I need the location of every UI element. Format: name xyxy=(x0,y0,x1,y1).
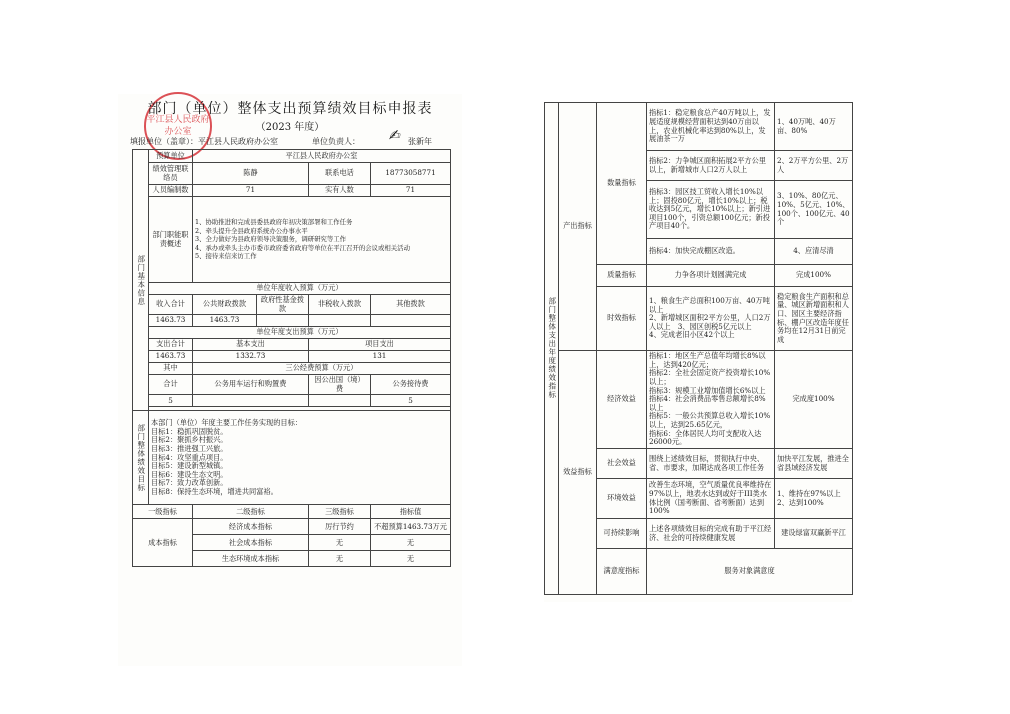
quality-text: 力争各项计划圆满完成 xyxy=(647,265,775,287)
duties-label: 部门职能职责概述 xyxy=(149,197,193,283)
revenue-total: 1463.73 xyxy=(149,315,193,327)
cost-header-level1: 一级指标 xyxy=(133,505,193,519)
revenue-title: 单位年度收入预算（万元） xyxy=(149,283,451,295)
unit-label: 预算单位 xyxy=(149,150,193,163)
responsible-name: 张新年 xyxy=(408,137,432,146)
three-public-reception: 5 xyxy=(371,395,451,407)
cost-row-l2: 生态环境成本指标 xyxy=(193,551,309,567)
form-title: 部门（单位）整体支出预算绩效目标申报表 xyxy=(147,101,433,117)
side-section-label: 部门整体支出年度绩效指标 xyxy=(545,103,559,595)
quantity-row-text: 指标1：稳定粮食总产40万吨以上，发展适度规模经营面积达到40万亩以上，农业机械化率达到80%以上，发展油茶一万 xyxy=(647,103,775,151)
cost-row-value: 无 xyxy=(371,551,451,567)
expense-project: 131 xyxy=(309,351,451,363)
cost-row-value: 不超预算1463.73万元 xyxy=(371,519,451,535)
phone-label: 联系电话 xyxy=(309,163,371,185)
staff-quota-value: 71 xyxy=(193,185,309,197)
cost-row-l3: 厉行节约 xyxy=(309,519,371,535)
satisfaction-l2: 服务对象满意度 xyxy=(647,549,853,595)
cost-header-level2: 二级指标 xyxy=(193,505,309,519)
three-public-total: 5 xyxy=(149,395,193,407)
benefit-indicator-label: 效益指标 xyxy=(559,351,597,595)
cost-row-value: 无 xyxy=(371,535,451,551)
form-year: （2023 年度） xyxy=(255,122,325,133)
responsible-label: 单位负责人： xyxy=(312,137,360,146)
cost-header-value: 指标值 xyxy=(371,505,451,519)
expense-header-project: 项目支出 xyxy=(309,339,451,351)
revenue-other xyxy=(371,315,451,327)
goals-section-label: 部门整体绩效目标 xyxy=(133,411,149,505)
expense-header-basic: 基本支出 xyxy=(193,339,309,351)
quantity-row-value: 1、40万吨、40万亩、80% xyxy=(775,103,853,151)
expense-basic: 1332.73 xyxy=(193,351,309,363)
staff-quota-label: 人员编制数 xyxy=(149,185,193,197)
quantity-row-value: 3、10%、80亿元、10%、5亿元、10%、100个、100亿元、40个 xyxy=(775,181,853,239)
env-text: 改善生态环境，空气质量优良率维持在97%以上，地表水达到或好于III类水体比例（国考断面、省考断面）达到100% xyxy=(647,479,775,519)
cost-row-l3: 无 xyxy=(309,535,371,551)
output-indicator-label: 产出指标 xyxy=(559,103,597,351)
satisfaction-label: 满意度指标 xyxy=(597,549,647,595)
three-public-abroad xyxy=(309,395,371,407)
quantity-row-text: 指标2：力争城区面积拓展2平方公里以上，新增城市人口2万人以上 xyxy=(647,151,775,181)
env-value: 1、维持在97%以上 2、达到100% xyxy=(775,479,853,519)
time-indicator-label: 时效指标 xyxy=(597,287,647,351)
three-public-header-total: 合计 xyxy=(149,375,193,395)
performance-indicator-table xyxy=(544,102,853,595)
env-benefit-label: 环境效益 xyxy=(597,479,647,519)
econ-value: 完成度100% xyxy=(775,351,853,449)
cost-row-l2: 社会成本指标 xyxy=(193,535,309,551)
sustain-text: 上述各项绩效目标的完成有助于平江经济、社会的可持续健康发展 xyxy=(647,519,775,549)
three-public-title: 三公经费预算（万元） xyxy=(193,363,451,375)
fill-unit-label: 填报单位（盖章）：平江县人民政府办公室 xyxy=(130,137,278,146)
quantity-row-text: 指标3：园区技工贸收入增长10%以上；固投80亿元，增长10%以上；税收达到5亿元，增长10%以上；新引进项目100个，引资总额100亿元；新投产项目40个。 xyxy=(647,181,775,239)
official-seal: 平江县人民政府办公室 xyxy=(144,92,212,160)
three-public-prefix: 其中 xyxy=(149,363,193,375)
three-public-header-reception: 公务接待费 xyxy=(371,375,451,395)
sustain-value: 建设绿富双赢新平江 xyxy=(775,519,853,549)
quantity-row-value: 4、应清尽清 xyxy=(775,239,853,265)
duties-text: 1、协助推进和完成县委县政府年初决策部署和工作任务 2、牵头提升全县政府系统办公办事水平 3、全力做好为县政府领导决策服务，调研研究等工作 4、承办或牵头主办市委市政府委省政府等单位在平江召开的会议或相关活动 5、接待来信来访工作 xyxy=(193,197,451,283)
budget-form-table xyxy=(132,149,451,567)
right-page xyxy=(544,102,852,602)
expense-title: 单位年度支出预算（万元） xyxy=(149,327,451,339)
three-public-car xyxy=(193,395,309,407)
econ-text: 指标1：地区生产总值年均增长8%以上，达到420亿元； 指标2：全社会固定资产投资增长10%以上； 指标3：规模工业增加值增长6%以上 指标4：社会消费品零售总额增长8%以上 指标5：一般公共预算总收入增长10%以上，达到25.65亿元， 指标6：全体居民人均可支配收入达26000元。 xyxy=(647,351,775,449)
three-public-header-abroad: 因公出国（境）费 xyxy=(309,375,371,395)
expense-header-total: 支出合计 xyxy=(149,339,193,351)
time-text: 1、粮食生产总面积100万亩、40万吨以上 2、新增城区面积2平方公里，人口2万人以上 3、园区创税5亿元以上 4、完成老旧小区42个以上 xyxy=(647,287,775,351)
sustain-label: 可持续影响 xyxy=(597,519,647,549)
revenue-header-nontax: 非税收入拨款 xyxy=(309,295,371,315)
revenue-header-fund: 政府性基金拨款 xyxy=(257,295,309,315)
econ-benefit-label: 经济效益 xyxy=(597,351,647,449)
three-public-header-car: 公务用车运行和购置费 xyxy=(193,375,309,395)
expense-total: 1463.73 xyxy=(149,351,193,363)
phone-value: 18773058771 xyxy=(371,163,451,185)
social-benefit-label: 社会效益 xyxy=(597,449,647,479)
left-page xyxy=(118,94,462,666)
social-text: 围绕上述绩效目标，贯彻执行中央、省、市要求，加期达成各项工作任务 xyxy=(647,449,775,479)
quality-value: 完成100% xyxy=(775,265,853,287)
social-value: 加快平江发展，推进全省县域经济发展 xyxy=(775,449,853,479)
basic-info-section-label: 部门基本信息 xyxy=(133,150,149,411)
cost-row-l3: 无 xyxy=(309,551,371,567)
revenue-public: 1463.73 xyxy=(193,315,257,327)
revenue-header-other: 其他拨款 xyxy=(371,295,451,315)
revenue-fund xyxy=(257,315,309,327)
contact-value: 陈静 xyxy=(193,163,309,185)
staff-actual-value: 71 xyxy=(371,185,451,197)
cost-header-level3: 三级指标 xyxy=(309,505,371,519)
handwritten-signature: ✍︎ xyxy=(387,127,401,145)
quantity-indicator-label: 数量指标 xyxy=(597,103,647,265)
revenue-header-total: 收入合计 xyxy=(149,295,193,315)
unit-value: 平江县人民政府办公室 xyxy=(193,150,451,163)
goals-text: 本部门（单位）年度主要工作任务实现的目标： 目标1：稳抓巩固脱贫。 目标2：聚抓乡村振兴。 目标3：推进强工兴旅。 目标4：攻坚重点项目。 目标5：建设新型城镇。 目标6：建设生态文明。 目标7：致力改革创新。 目标8：保持生态环境，增进共同富裕。 xyxy=(149,411,451,505)
staff-actual-label: 实有人数 xyxy=(309,185,371,197)
quantity-row-value: 2、2万平方公里、2万人 xyxy=(775,151,853,181)
revenue-nontax xyxy=(309,315,371,327)
cost-row-l2: 经济成本指标 xyxy=(193,519,309,535)
cost-level1: 成本指标 xyxy=(133,519,193,567)
contact-label: 绩效管理联络员 xyxy=(149,163,193,185)
revenue-header-public: 公共财政拨款 xyxy=(193,295,257,315)
quality-indicator-label: 质量指标 xyxy=(597,265,647,287)
time-value: 稳定粮食生产面积和总量、城区新增面积和人口、园区主要经济指标、棚户区改造年度任务均在12月31日前完成 xyxy=(775,287,853,351)
quantity-row-text: 指标4：加快完成棚区改造。 xyxy=(647,239,775,265)
